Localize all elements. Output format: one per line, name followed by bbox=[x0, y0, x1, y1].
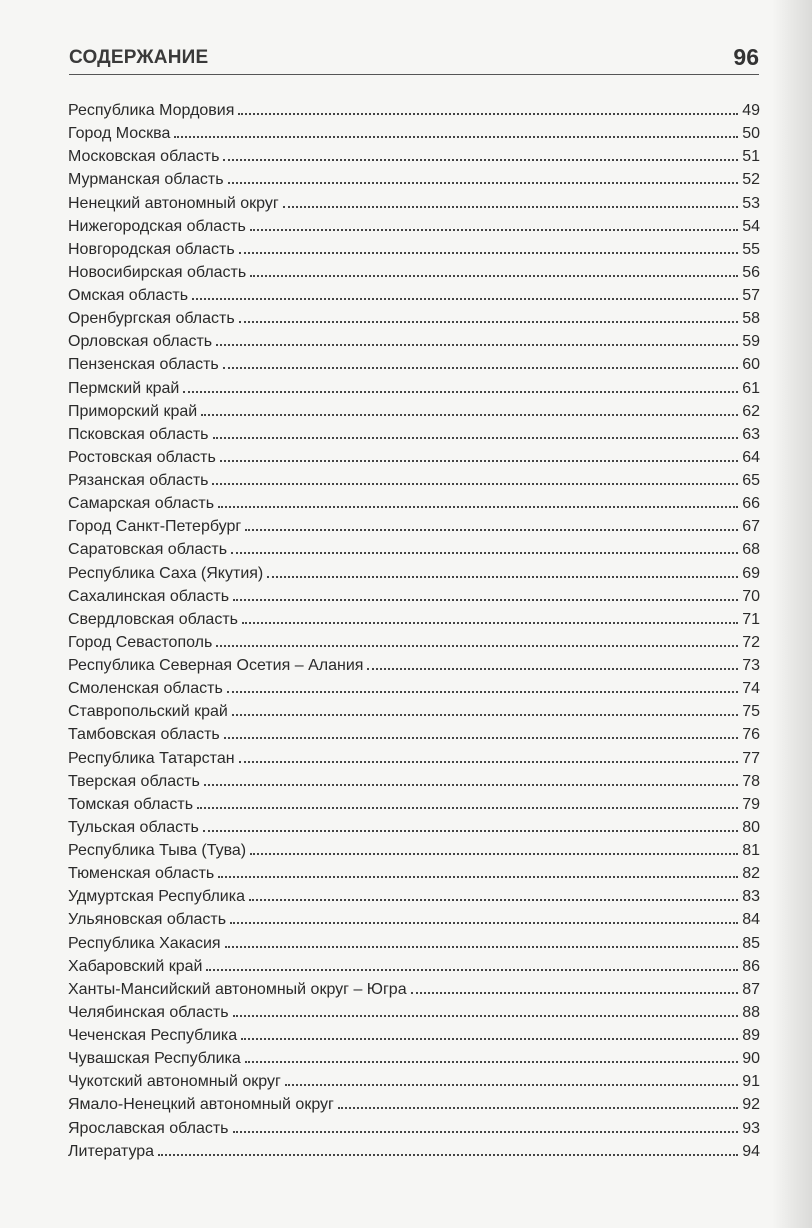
dot-leader bbox=[239, 321, 739, 323]
toc-entry-page: 64 bbox=[742, 448, 760, 466]
toc-entry-label: Орловская область bbox=[68, 333, 213, 351]
dot-leader bbox=[218, 506, 738, 508]
page-gutter-shadow bbox=[772, 0, 812, 1228]
toc-entry-page: 83 bbox=[742, 888, 760, 906]
toc-entry-label: Ханты-Мансийский автономный округ – Югра bbox=[68, 980, 407, 998]
toc-entry-label: Приморский край bbox=[68, 402, 198, 420]
toc-entry-label: Тюменская область bbox=[68, 865, 215, 883]
toc-entry bbox=[68, 492, 760, 515]
toc-entry bbox=[68, 168, 760, 191]
dot-leader bbox=[285, 1084, 738, 1086]
toc-entry bbox=[68, 423, 760, 446]
toc-entry-page: 70 bbox=[742, 587, 760, 605]
toc-entry-label: Московская область bbox=[68, 148, 220, 166]
dot-leader bbox=[183, 391, 738, 393]
toc-entry bbox=[68, 978, 760, 1001]
toc-entry-page: 65 bbox=[742, 472, 760, 489]
toc-entry-label: Челябинская область bbox=[68, 1003, 229, 1021]
dot-leader bbox=[204, 784, 738, 786]
toc-entry-label: Ставропольский край bbox=[68, 703, 228, 721]
toc-entry-page: 55 bbox=[742, 240, 760, 258]
dot-leader bbox=[218, 876, 738, 878]
toc-entry-page: 87 bbox=[742, 980, 760, 998]
toc-entry-page: 57 bbox=[742, 287, 760, 304]
dot-leader bbox=[230, 922, 738, 924]
dot-leader bbox=[225, 946, 739, 948]
toc-entry bbox=[68, 377, 760, 400]
toc-entry-label: Новосибирская область bbox=[68, 263, 247, 281]
dot-leader bbox=[367, 668, 738, 670]
toc-entry-label: Город Севастополь bbox=[68, 633, 213, 651]
toc-entry-label: Саратовская область bbox=[68, 541, 228, 559]
toc-entry bbox=[68, 215, 760, 238]
toc-entry bbox=[68, 908, 760, 931]
toc-entry-label: Ярославская область bbox=[68, 1119, 229, 1137]
toc-entry-page: 52 bbox=[742, 171, 760, 189]
toc-entry-label: Республика Саха (Якутия) bbox=[68, 564, 264, 582]
toc-entry-page: 86 bbox=[742, 957, 760, 975]
dot-leader bbox=[206, 969, 738, 971]
toc-entry bbox=[68, 700, 760, 723]
dot-leader bbox=[158, 1154, 738, 1156]
toc-entry-page: 77 bbox=[742, 749, 760, 767]
toc-entry-label: Рязанская область bbox=[68, 472, 209, 489]
toc-entry-label: Город Москва bbox=[68, 125, 171, 143]
toc-entry bbox=[68, 955, 760, 978]
toc-entry-page: 84 bbox=[742, 911, 760, 929]
toc-entry-page: 82 bbox=[742, 865, 760, 883]
dot-leader bbox=[223, 159, 738, 161]
toc-entry-label: Омская область bbox=[68, 287, 189, 304]
toc-entry-page: 81 bbox=[742, 842, 760, 859]
toc-entry bbox=[68, 885, 760, 908]
toc-entry-page: 69 bbox=[742, 564, 760, 582]
toc-entry-page: 76 bbox=[742, 726, 760, 744]
toc-entry-label: Нижегородская область bbox=[68, 217, 246, 235]
toc-entry-page: 53 bbox=[742, 194, 760, 212]
toc-entry bbox=[68, 585, 760, 608]
toc-entry-label: Республика Северная Осетия – Алания bbox=[68, 657, 364, 674]
toc-entry-label: Город Санкт-Петербург bbox=[68, 518, 242, 536]
toc-entry-page: 94 bbox=[742, 1142, 760, 1160]
toc-entry-page: 78 bbox=[742, 772, 760, 790]
toc-entry-page: 74 bbox=[742, 680, 760, 698]
toc-entry-page: 72 bbox=[742, 633, 760, 651]
page-number: 96 bbox=[733, 44, 759, 70]
toc-entry bbox=[68, 793, 760, 816]
toc-entry-label: Чукотский автономный округ bbox=[68, 1073, 281, 1091]
toc-entry bbox=[68, 99, 760, 122]
dot-leader bbox=[228, 182, 739, 184]
dot-leader bbox=[250, 229, 738, 231]
toc-entry-label: Самарская область bbox=[68, 495, 215, 513]
toc-entry-page: 61 bbox=[742, 379, 760, 397]
dot-leader bbox=[245, 529, 738, 531]
toc-entry-label: Республика Хакасия bbox=[68, 934, 221, 952]
toc-entry bbox=[68, 862, 760, 885]
toc-entry-page: 89 bbox=[742, 1027, 760, 1044]
toc-entry bbox=[68, 238, 760, 261]
toc-entry-page: 88 bbox=[742, 1003, 760, 1021]
toc-entry bbox=[68, 192, 760, 215]
toc-entry-label: Ульяновская область bbox=[68, 911, 227, 929]
dot-leader bbox=[245, 1061, 738, 1063]
toc-entry-label: Литература bbox=[68, 1142, 155, 1160]
toc-entry-page: 71 bbox=[742, 610, 760, 628]
toc-entry-page: 66 bbox=[742, 495, 760, 513]
toc-entry-page: 60 bbox=[742, 356, 760, 374]
toc-entry-label: Республика Тыва (Тува) bbox=[68, 842, 247, 859]
toc-entry bbox=[68, 469, 760, 492]
toc-entry-label: Чеченская Республика bbox=[68, 1027, 238, 1044]
toc-entry-label: Хабаровский край bbox=[68, 957, 203, 975]
dot-leader bbox=[233, 1131, 739, 1133]
toc-entry-label: Тверская область bbox=[68, 772, 200, 790]
page-title: СОДЕРЖАНИЕ bbox=[69, 47, 209, 68]
toc-entry bbox=[68, 1001, 760, 1024]
toc-entry bbox=[68, 816, 760, 839]
toc-entry bbox=[68, 631, 760, 654]
toc-entry-page: 56 bbox=[742, 263, 760, 281]
dot-leader bbox=[212, 483, 738, 485]
dot-leader bbox=[250, 275, 738, 277]
dot-leader bbox=[192, 298, 738, 300]
toc-entry-label: Псковская область bbox=[68, 425, 209, 443]
toc-entry-page: 80 bbox=[742, 818, 760, 836]
toc-entry bbox=[68, 122, 760, 145]
dot-leader bbox=[216, 645, 738, 647]
toc-entry-page: 49 bbox=[742, 102, 760, 119]
toc-entry-page: 58 bbox=[742, 310, 760, 328]
table-of-contents bbox=[68, 99, 760, 1163]
toc-entry-page: 59 bbox=[742, 333, 760, 351]
dot-leader bbox=[231, 552, 738, 554]
toc-entry-label: Республика Мордовия bbox=[68, 102, 235, 119]
toc-entry bbox=[68, 538, 760, 561]
toc-entry bbox=[68, 330, 760, 353]
toc-entry-label: Новгородская область bbox=[68, 240, 235, 258]
toc-entry-page: 67 bbox=[742, 518, 760, 536]
toc-entry-label: Ростовская область bbox=[68, 448, 216, 466]
toc-entry bbox=[68, 608, 760, 631]
toc-entry bbox=[68, 353, 760, 376]
toc-entry-label: Чувашская Республика bbox=[68, 1050, 241, 1068]
toc-entry bbox=[68, 1024, 760, 1047]
dot-leader bbox=[223, 367, 738, 369]
dot-leader bbox=[232, 714, 738, 716]
dot-leader bbox=[201, 414, 738, 416]
toc-entry-label: Сахалинская область bbox=[68, 587, 230, 605]
toc-entry-page: 50 bbox=[742, 125, 760, 143]
toc-entry-label: Республика Татарстан bbox=[68, 749, 235, 767]
toc-entry-page: 73 bbox=[742, 657, 760, 674]
toc-entry-page: 63 bbox=[742, 425, 760, 443]
dot-leader bbox=[242, 622, 738, 624]
toc-entry-page: 62 bbox=[742, 402, 760, 420]
dot-leader bbox=[267, 576, 738, 578]
dot-leader bbox=[220, 460, 738, 462]
toc-entry-page: 92 bbox=[742, 1096, 760, 1114]
toc-entry-page: 51 bbox=[742, 148, 760, 166]
dot-leader bbox=[238, 113, 738, 115]
dot-leader bbox=[239, 252, 738, 254]
toc-entry-page: 75 bbox=[742, 703, 760, 721]
toc-entry bbox=[68, 1047, 760, 1070]
toc-entry-label: Тульская область bbox=[68, 818, 199, 836]
dot-leader bbox=[239, 761, 739, 763]
toc-entry-label: Смоленская область bbox=[68, 680, 223, 698]
toc-entry bbox=[68, 261, 760, 284]
toc-entry-label: Ямало-Ненецкий автономный округ bbox=[68, 1096, 334, 1114]
toc-entry-label: Мурманская область bbox=[68, 171, 224, 189]
toc-entry bbox=[68, 562, 760, 585]
toc-entry-page: 79 bbox=[742, 795, 760, 813]
dot-leader bbox=[338, 1107, 738, 1109]
toc-entry bbox=[68, 284, 760, 307]
toc-entry-page: 54 bbox=[742, 217, 760, 235]
dot-leader bbox=[249, 899, 738, 901]
toc-entry bbox=[68, 839, 760, 862]
toc-entry bbox=[68, 1140, 760, 1163]
toc-entry-page: 93 bbox=[742, 1119, 760, 1137]
toc-entry bbox=[68, 307, 760, 330]
toc-entry-label: Тамбовская область bbox=[68, 726, 220, 744]
toc-entry-page: 68 bbox=[742, 541, 760, 559]
toc-entry bbox=[68, 515, 760, 538]
dot-leader bbox=[241, 1038, 738, 1040]
page-header bbox=[69, 44, 759, 75]
toc-entry bbox=[68, 1093, 760, 1116]
toc-entry-label: Ненецкий автономный округ bbox=[68, 194, 279, 212]
toc-entry-page: 90 bbox=[742, 1050, 760, 1068]
toc-entry-page: 85 bbox=[742, 934, 760, 952]
toc-entry-label: Пермский край bbox=[68, 379, 180, 397]
toc-entry bbox=[68, 145, 760, 168]
dot-leader bbox=[203, 830, 738, 832]
dot-leader bbox=[197, 807, 738, 809]
dot-leader bbox=[283, 206, 739, 208]
dot-leader bbox=[233, 599, 738, 601]
toc-entry bbox=[68, 400, 760, 423]
dot-leader bbox=[233, 1015, 739, 1017]
toc-entry-label: Удмуртская Республика bbox=[68, 888, 245, 906]
toc-entry bbox=[68, 747, 760, 770]
dot-leader bbox=[227, 691, 738, 693]
toc-entry bbox=[68, 446, 760, 469]
toc-entry-label: Свердловская область bbox=[68, 610, 238, 628]
toc-entry bbox=[68, 1070, 760, 1093]
toc-entry-label: Томская область bbox=[68, 795, 194, 813]
toc-entry bbox=[68, 770, 760, 793]
toc-entry bbox=[68, 654, 760, 677]
dot-leader bbox=[174, 136, 738, 138]
toc-entry bbox=[68, 932, 760, 955]
toc-entry-label: Оренбургская область bbox=[68, 310, 235, 328]
dot-leader bbox=[216, 344, 738, 346]
dot-leader bbox=[411, 992, 739, 994]
toc-entry-page: 91 bbox=[742, 1073, 760, 1091]
toc-entry-label: Пензенская область bbox=[68, 356, 219, 374]
toc-entry bbox=[68, 1117, 760, 1140]
toc-entry bbox=[68, 723, 760, 746]
dot-leader bbox=[224, 737, 738, 739]
dot-leader bbox=[250, 853, 738, 855]
dot-leader bbox=[213, 437, 739, 439]
toc-entry bbox=[68, 677, 760, 700]
